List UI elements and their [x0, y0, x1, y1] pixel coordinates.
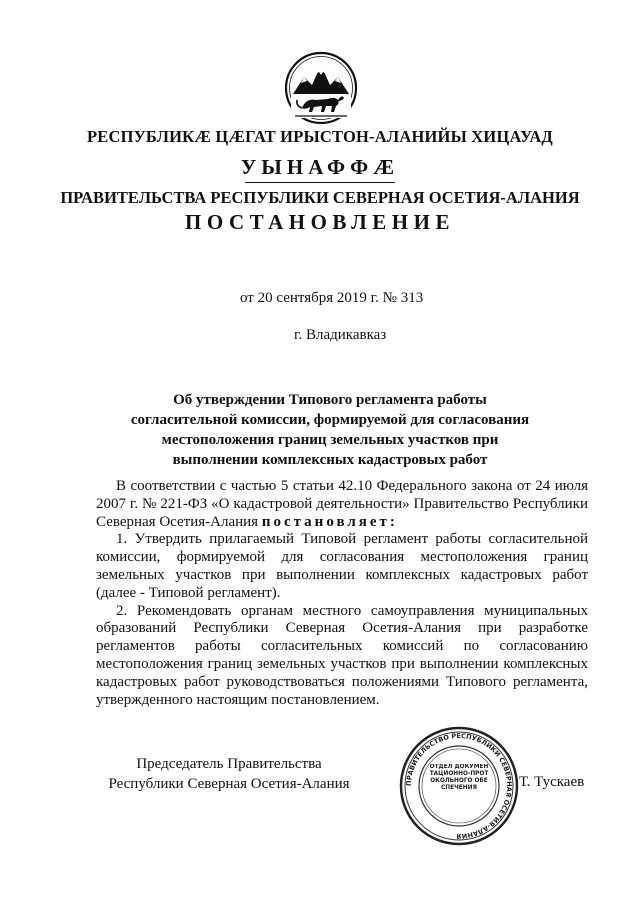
official-seal-stamp	[396, 724, 522, 848]
signatory-position-line-2: Республики Северная Осетия-Алания	[108, 776, 350, 792]
ossetian-act-heading: УЫНАФФÆ	[240, 155, 400, 179]
signatory-position-line-1: Председатель Правительства	[136, 756, 322, 772]
decree-item-1: 1. Утвердить прилагаемый Типовой регламент работы согласительной комиссии, формируемой для согласования местоположения границ земельных участков при выполнении комплексных кадастровых работ (далее - Типовой регламент).	[96, 531, 588, 601]
decree-body	[96, 478, 588, 709]
decree-word: постановляет:	[261, 513, 398, 530]
seal-center-text: ОТДЕЛ ДОКУМЕНТАЦИОННО-ПРОТОКОЛЬНОГО ОБЕСПЕЧЕНИЯ	[429, 764, 489, 791]
russian-government-heading: ПРАВИТЕЛЬСТВА РЕСПУБЛИКИ СЕВЕРНАЯ ОСЕТИЯ-АЛАНИЯ	[60, 188, 580, 207]
header-divider	[245, 182, 395, 183]
seal-ring-text: ПРАВИТЕЛЬСТВО РЕСПУБЛИКИ СЕВЕРНАЯ ОСЕТИЯ-АЛАНИЯ	[404, 731, 514, 841]
decree-city: г. Владикавказ	[294, 327, 387, 343]
signatory-name: Т. Тускаев	[519, 774, 585, 790]
decree-title: Об утверждении Типового регламента работы согласительной комиссии, формируемой для согласования местоположения границ земельных участков при выполнении комплексных кадастровых работ	[130, 392, 530, 468]
decree-date-number: от 20 сентября 2019 г. № 313	[240, 290, 424, 306]
coat-of-arms-emblem	[282, 50, 360, 126]
preamble-text: В соответствии с частью 5 статьи 42.10 Федерального закона от 24 июля 2007 г. № 221-ФЗ «О кадастровой деятельности» Правительство Республики Северная Осетия-Алания	[96, 478, 588, 530]
russian-act-heading: ПОСТАНОВЛЕНИЕ	[185, 210, 455, 234]
decree-preamble	[96, 478, 588, 531]
ossetian-republic-heading: РЕСПУБЛИКÆ ЦÆГАТ ИРЫСТОН-АЛАНИЙЫ ХИЦАУАД	[86, 127, 553, 146]
signatory-position	[104, 754, 354, 794]
decree-item-2: 2. Рекомендовать органам местного самоуправления муниципальных образований Республики Северная Осетия-Алания при разработке регламентов работы согласительных комиссий по согласованию местоположения границ земельных участков при выполнении комплексных кадастровых работ руководствоваться положениями Типового регламента, утвержденного настоящим постановлением.	[96, 602, 588, 708]
